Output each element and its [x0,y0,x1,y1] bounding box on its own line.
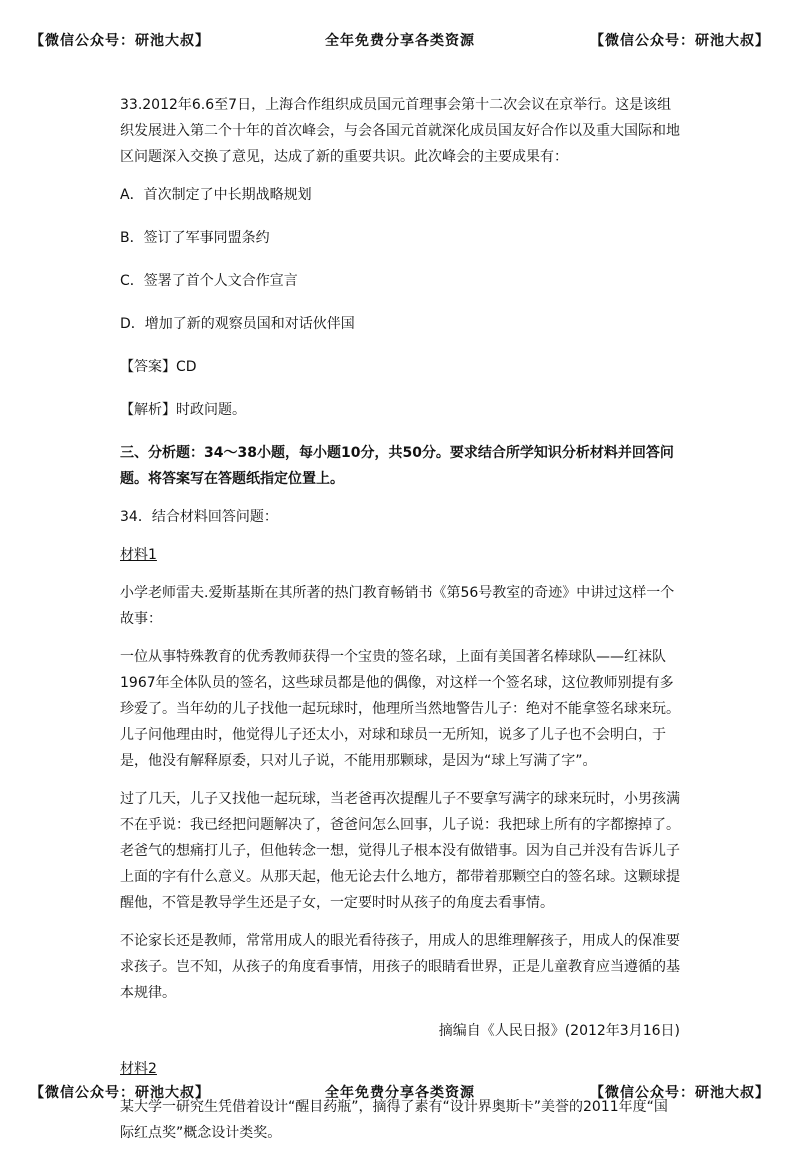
material-1-paragraph: 小学老师雷夫.爱斯基斯在其所著的热门教育畅销书《第56号教室的奇迹》中讲过这样一个故事： [120,585,675,627]
option-c: C．签署了首个人文合作宣言 [120,273,298,289]
question-33-stem: 33.2012年6.6至7日，上海合作组织成员国元首理事会第十二次会议在京举行。这是该组织发展进入第二个十年的首次峰会，与会各国元首就深化成员国友好合作以及重大国际和地区问题深入交换了意见，达成了新的重要共识。此次峰会的主要成果有： [120,97,680,165]
footer-left-label: 【微信公众号：研池大叔】 [30,1085,210,1101]
option-d: D．增加了新的观察员国和对话伙伴国 [120,316,355,332]
option-b: B．签订了军事同盟条约 [120,230,270,246]
material-1-paragraph: 一位从事特殊教育的优秀教师获得一个宝贵的签名球，上面有美国著名棒球队——红袜队1967年全体队员的签名，这些球员都是他的偶像，对这样一个签名球，这位教师别提有多珍爱了。当年幼的儿子找他一起玩球时，他理所当然地警告儿子：绝对不能拿签名球来玩。儿子问他理由时，他觉得儿子还太小，对球和球员一无所知，说多了儿子也不会明白，于是，他没有解释原委，只对儿子说，不能用那颗球，是因为“球上写满了字”。 [120,649,680,769]
material-1-title: 材料1 [120,547,157,563]
header-right-label: 【微信公众号：研池大叔】 [590,33,770,49]
option-a: A．首次制定了中长期战略规划 [120,187,312,203]
answer-line: 【答案】CD [120,359,197,375]
material-1-source: 摘编自《人民日报》(2012年3月16日) [438,1023,680,1039]
material-1-paragraph: 过了几天，儿子又找他一起玩球，当老爸再次提醒儿子不要拿写满字的球来玩时，小男孩满不在乎说：我已经把问题解决了，爸爸问怎么回事，儿子说：我把球上所有的字都擦掉了。老爸气的想痛打儿子，但他转念一想，觉得儿子根本没有做错事。因为自己并没有告诉儿子上面的字有什么意义。从那天起，他无论去什么地方，都带着那颗空白的签名球。这颗球提醒他，不管是教导学生还是子女，一定要时时从孩子的角度去看事情。 [120,791,680,911]
page-footer [0,1082,800,1102]
document-body [120,92,680,1158]
material-1-paragraph: 不论家长还是教师，常常用成人的眼光看待孩子，用成人的思维理解孩子，用成人的保准要求孩子。岂不知，从孩子的角度看事情，用孩子的眼睛看世界，正是儿童教育应当遵循的基本规律。 [120,933,680,1001]
question-34-intro: 34．结合材料回答问题： [120,509,278,525]
page-header [0,30,800,50]
header-center-label: 全年免费分享各类资源 [325,33,475,49]
section-heading: 三、分析题：34～38小题，每小题10分，共50分。要求结合所学知识分析材料并回答问题。将答案写在答题纸指定位置上。 [120,445,674,487]
footer-right-label: 【微信公众号：研池大叔】 [590,1085,770,1101]
header-left-label: 【微信公众号：研池大叔】 [30,33,210,49]
material-2-paragraph: 某大学一研究生凭借着设计“醒目药瓶”，摘得了素有“设计界奥斯卡”美誉的2011年度“国际红点奖”概念设计类奖。 [120,1099,668,1141]
analysis-line: 【解析】时政问题。 [120,402,246,418]
footer-center-label: 全年免费分享各类资源 [325,1085,475,1101]
material-2-title: 材料2 [120,1061,157,1077]
